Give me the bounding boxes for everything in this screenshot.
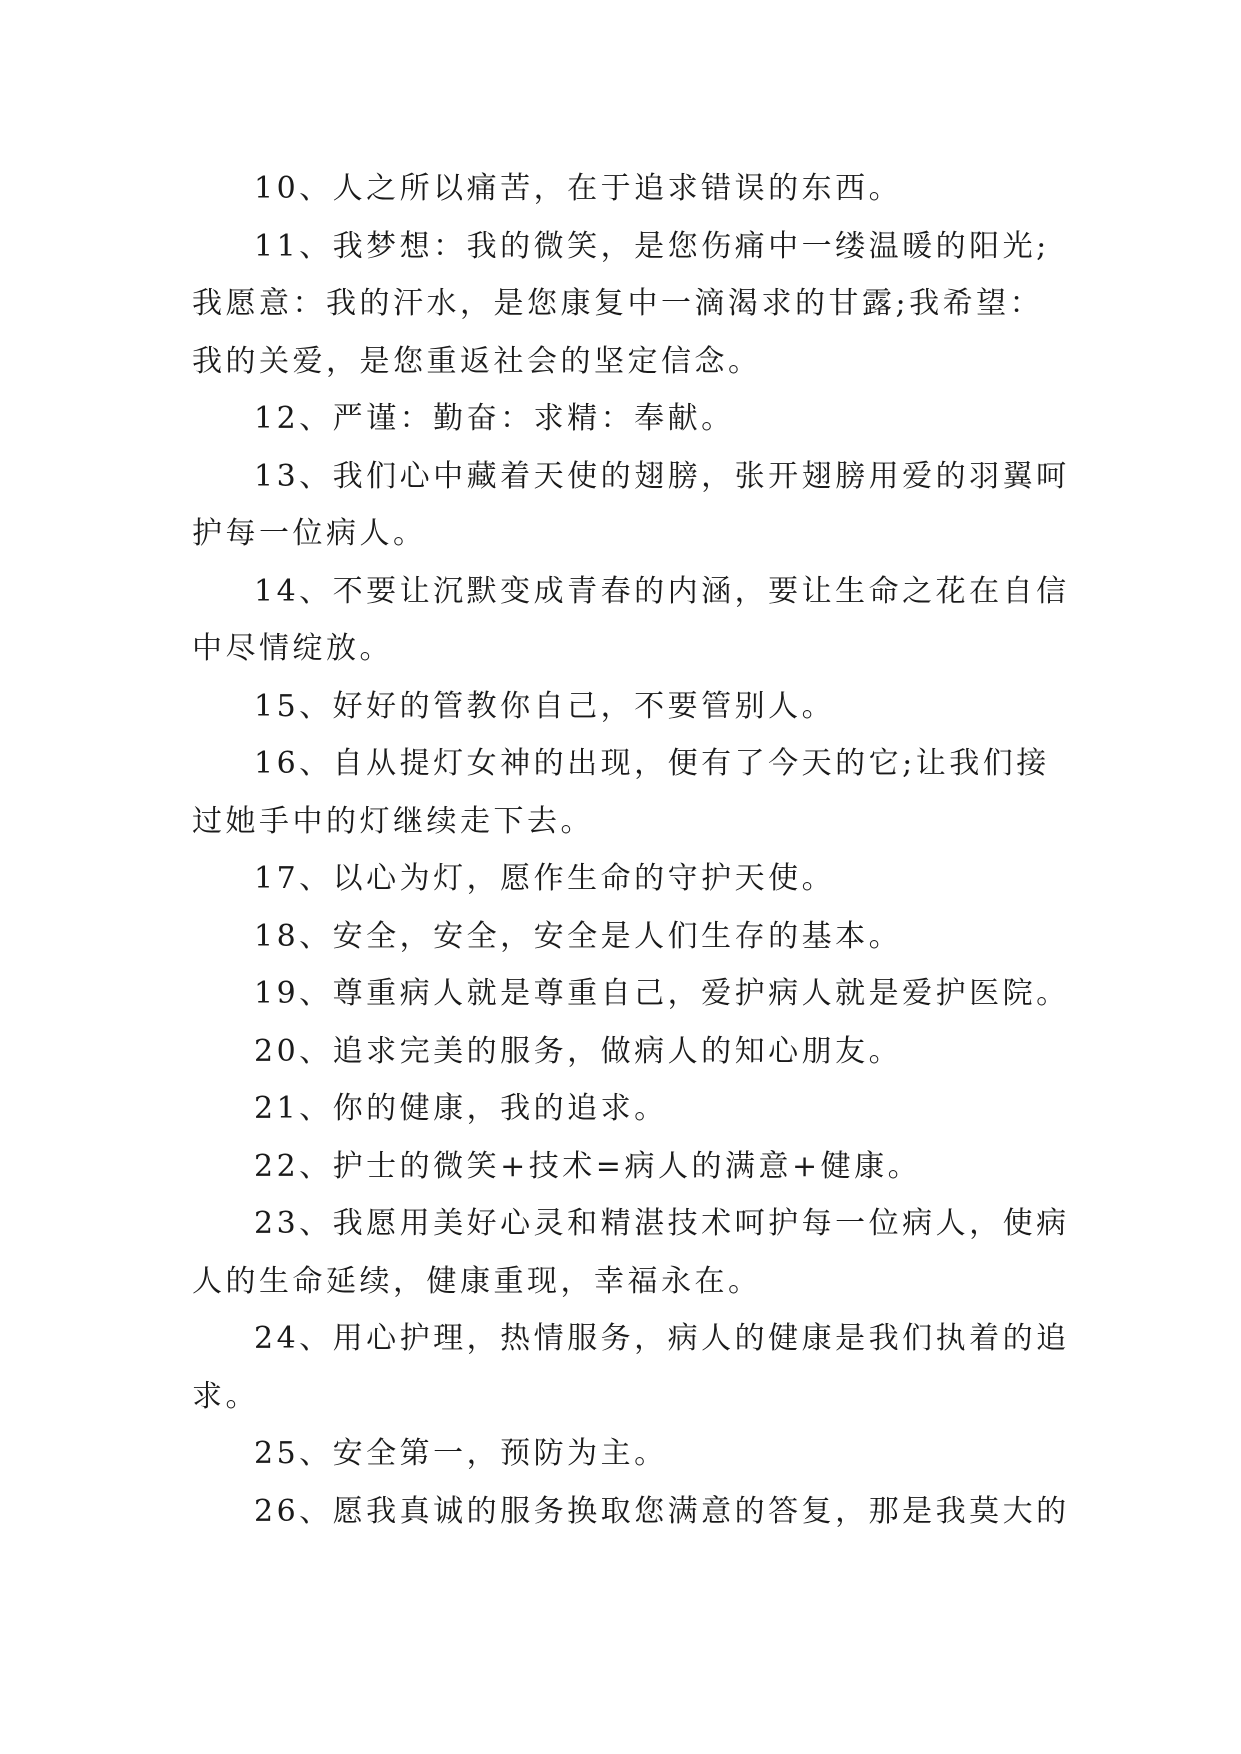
- paragraph: 15、好好的管教你自己，不要管别人。: [254, 688, 836, 724]
- paragraph: 23、我愿用美好心灵和精湛技术呵护每一位病人，使病人的生命延续，健康重现，幸福永在。: [192, 1206, 1070, 1299]
- paragraph: 24、用心护理，热情服务，病人的健康是我们执着的追求。: [192, 1321, 1070, 1414]
- paragraph: 17、以心为灯，愿作生命的守护天使。: [254, 861, 836, 896]
- paragraph: 16、自从提灯女神的出现，便有了今天的它;让我们接过她手中的灯继续走下去。: [192, 746, 1050, 839]
- document-body: [192, 160, 1072, 1540]
- paragraph: 12、严谨：勤奋：求精：奉献。: [254, 401, 735, 436]
- paragraph: 19、尊重病人就是尊重自己，爱护病人就是爱护医院。: [254, 976, 1070, 1011]
- paragraph: 21、你的健康，我的追求。: [254, 1091, 668, 1126]
- paragraph: 26、愿我真诚的服务换取您满意的答复，那是我莫大的: [254, 1493, 1070, 1529]
- paragraph: 14、不要让沉默变成青春的内涵，要让生命之花在自信中尽情绽放。: [192, 573, 1070, 666]
- paragraph: 13、我们心中藏着天使的翅膀，张开翅膀用爱的羽翼呵护每一位病人。: [192, 458, 1070, 551]
- paragraph: 20、追求完美的服务，做病人的知心朋友。: [254, 1033, 903, 1069]
- paragraph: 25、安全第一，预防为主。: [254, 1436, 668, 1471]
- paragraph: 22、护士的微笑+技术=病人的满意+健康。: [254, 1148, 922, 1184]
- paragraph: 10、人之所以痛苦，在于追求错误的东西。: [254, 171, 903, 206]
- paragraph: 11、我梦想：我的微笑，是您伤痛中一缕温暖的阳光;我愿意：我的汗水，是您康复中一滴渴求的甘露;我希望：我的关爱，是您重返社会的坚定信念。: [192, 228, 1050, 379]
- paragraph: 18、安全，安全，安全是人们生存的基本。: [254, 918, 903, 954]
